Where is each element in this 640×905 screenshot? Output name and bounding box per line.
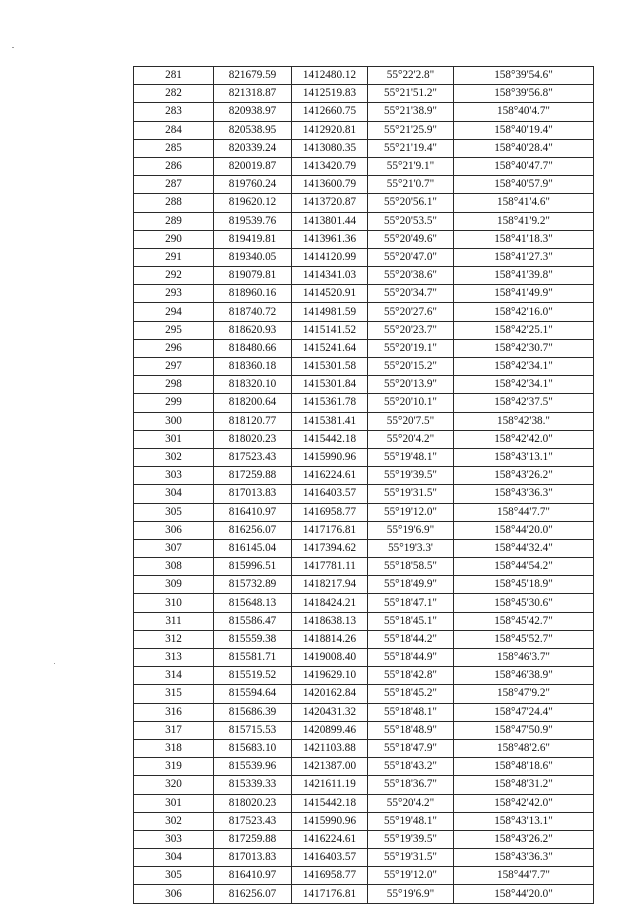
latitude-cell: 55°18'58.5" bbox=[368, 558, 454, 576]
longitude-cell: 158°47'9.2" bbox=[454, 685, 594, 703]
longitude-cell: 158°43'13.1" bbox=[454, 812, 594, 830]
x-coordinate-cell: 818200.64 bbox=[214, 394, 292, 412]
table-row bbox=[134, 103, 594, 121]
y-coordinate-cell: 1412519.83 bbox=[292, 85, 368, 103]
y-coordinate-cell: 1415301.58 bbox=[292, 358, 368, 376]
latitude-cell: 55°19'3.3' bbox=[368, 539, 454, 557]
table-row bbox=[134, 521, 594, 539]
point-number-cell: 304 bbox=[134, 485, 214, 503]
y-coordinate-cell: 1417394.62 bbox=[292, 539, 368, 557]
latitude-cell: 55°19'48.1" bbox=[368, 448, 454, 466]
point-number-cell: 305 bbox=[134, 503, 214, 521]
x-coordinate-cell: 817013.83 bbox=[214, 485, 292, 503]
x-coordinate-cell: 818020.23 bbox=[214, 430, 292, 448]
latitude-cell: 55°20'10.1" bbox=[368, 394, 454, 412]
table-row bbox=[134, 467, 594, 485]
point-number-cell: 307 bbox=[134, 539, 214, 557]
y-coordinate-cell: 1421103.88 bbox=[292, 739, 368, 757]
point-number-cell: 290 bbox=[134, 230, 214, 248]
point-number-cell: 313 bbox=[134, 649, 214, 667]
table-row bbox=[134, 267, 594, 285]
point-number-cell: 318 bbox=[134, 739, 214, 757]
point-number-cell: 304 bbox=[134, 849, 214, 867]
x-coordinate-cell: 819340.05 bbox=[214, 248, 292, 266]
latitude-cell: 55°20'4.2" bbox=[368, 794, 454, 812]
table-row bbox=[134, 67, 594, 85]
y-coordinate-cell: 1416224.61 bbox=[292, 467, 368, 485]
table-row bbox=[134, 248, 594, 266]
point-number-cell: 285 bbox=[134, 139, 214, 157]
table-row bbox=[134, 794, 594, 812]
point-number-cell: 306 bbox=[134, 885, 214, 903]
y-coordinate-cell: 1415141.52 bbox=[292, 321, 368, 339]
table-row bbox=[134, 230, 594, 248]
x-coordinate-cell: 816145.04 bbox=[214, 539, 292, 557]
point-number-cell: 295 bbox=[134, 321, 214, 339]
longitude-cell: 158°40'4.7" bbox=[454, 103, 594, 121]
table-row bbox=[134, 339, 594, 357]
table-row bbox=[134, 157, 594, 175]
y-coordinate-cell: 1416958.77 bbox=[292, 867, 368, 885]
y-coordinate-cell: 1419629.10 bbox=[292, 667, 368, 685]
latitude-cell: 55°19'12.0" bbox=[368, 867, 454, 885]
table-row bbox=[134, 358, 594, 376]
y-coordinate-cell: 1415381.41 bbox=[292, 412, 368, 430]
x-coordinate-cell: 815996.51 bbox=[214, 558, 292, 576]
longitude-cell: 158°44'20.0" bbox=[454, 885, 594, 903]
y-coordinate-cell: 1413801.44 bbox=[292, 212, 368, 230]
table-row bbox=[134, 576, 594, 594]
x-coordinate-cell: 818320.10 bbox=[214, 376, 292, 394]
x-coordinate-cell: 817013.83 bbox=[214, 849, 292, 867]
latitude-cell: 55°18'45.1" bbox=[368, 612, 454, 630]
x-coordinate-cell: 819760.24 bbox=[214, 176, 292, 194]
longitude-cell: 158°46'3.7" bbox=[454, 649, 594, 667]
longitude-cell: 158°43'26.2" bbox=[454, 830, 594, 848]
latitude-cell: 55°18'36.7" bbox=[368, 776, 454, 794]
table-row bbox=[134, 758, 594, 776]
table-row bbox=[134, 303, 594, 321]
x-coordinate-cell: 821679.59 bbox=[214, 67, 292, 85]
y-coordinate-cell: 1414341.03 bbox=[292, 267, 368, 285]
table-row bbox=[134, 812, 594, 830]
point-number-cell: 303 bbox=[134, 467, 214, 485]
table-row bbox=[134, 849, 594, 867]
table-row bbox=[134, 685, 594, 703]
y-coordinate-cell: 1416224.61 bbox=[292, 830, 368, 848]
longitude-cell: 158°42'34.1" bbox=[454, 376, 594, 394]
y-coordinate-cell: 1418217.94 bbox=[292, 576, 368, 594]
y-coordinate-cell: 1420162.84 bbox=[292, 685, 368, 703]
y-coordinate-cell: 1421387.00 bbox=[292, 758, 368, 776]
y-coordinate-cell: 1415990.96 bbox=[292, 448, 368, 466]
latitude-cell: 55°22'2.8" bbox=[368, 67, 454, 85]
point-number-cell: 311 bbox=[134, 612, 214, 630]
y-coordinate-cell: 1413720.87 bbox=[292, 194, 368, 212]
point-number-cell: 284 bbox=[134, 121, 214, 139]
table-row bbox=[134, 885, 594, 903]
latitude-cell: 55°18'42.8" bbox=[368, 667, 454, 685]
longitude-cell: 158°45'52.7" bbox=[454, 630, 594, 648]
x-coordinate-cell: 819620.12 bbox=[214, 194, 292, 212]
longitude-cell: 158°46'38.9" bbox=[454, 667, 594, 685]
table-row bbox=[134, 594, 594, 612]
latitude-cell: 55°18'47.1" bbox=[368, 594, 454, 612]
y-coordinate-cell: 1416403.57 bbox=[292, 849, 368, 867]
longitude-cell: 158°43'26.2" bbox=[454, 467, 594, 485]
latitude-cell: 55°21'9.1" bbox=[368, 157, 454, 175]
longitude-cell: 158°42'37.5" bbox=[454, 394, 594, 412]
y-coordinate-cell: 1415990.96 bbox=[292, 812, 368, 830]
coordinates-table-body bbox=[134, 67, 594, 904]
point-number-cell: 309 bbox=[134, 576, 214, 594]
x-coordinate-cell: 817259.88 bbox=[214, 467, 292, 485]
latitude-cell: 55°20'38.6" bbox=[368, 267, 454, 285]
table-row bbox=[134, 612, 594, 630]
latitude-cell: 55°20'34.7" bbox=[368, 285, 454, 303]
point-number-cell: 315 bbox=[134, 685, 214, 703]
x-coordinate-cell: 815519.52 bbox=[214, 667, 292, 685]
point-number-cell: 301 bbox=[134, 430, 214, 448]
table-row bbox=[134, 448, 594, 466]
y-coordinate-cell: 1413600.79 bbox=[292, 176, 368, 194]
longitude-cell: 158°47'50.9" bbox=[454, 721, 594, 739]
longitude-cell: 158°42'42.0" bbox=[454, 794, 594, 812]
x-coordinate-cell: 820019.87 bbox=[214, 157, 292, 175]
table-row bbox=[134, 285, 594, 303]
scan-speck bbox=[54, 663, 55, 664]
longitude-cell: 158°44'32.4" bbox=[454, 539, 594, 557]
table-row bbox=[134, 194, 594, 212]
latitude-cell: 55°20'47.0" bbox=[368, 248, 454, 266]
scan-speck bbox=[12, 47, 14, 48]
y-coordinate-cell: 1421611.19 bbox=[292, 776, 368, 794]
x-coordinate-cell: 819419.81 bbox=[214, 230, 292, 248]
latitude-cell: 55°18'45.2" bbox=[368, 685, 454, 703]
longitude-cell: 158°39'56.8" bbox=[454, 85, 594, 103]
table-row bbox=[134, 430, 594, 448]
longitude-cell: 158°39'54.6" bbox=[454, 67, 594, 85]
point-number-cell: 316 bbox=[134, 703, 214, 721]
x-coordinate-cell: 815732.89 bbox=[214, 576, 292, 594]
point-number-cell: 306 bbox=[134, 521, 214, 539]
y-coordinate-cell: 1420431.32 bbox=[292, 703, 368, 721]
y-coordinate-cell: 1419008.40 bbox=[292, 649, 368, 667]
point-number-cell: 312 bbox=[134, 630, 214, 648]
longitude-cell: 158°47'24.4" bbox=[454, 703, 594, 721]
y-coordinate-cell: 1412660.75 bbox=[292, 103, 368, 121]
x-coordinate-cell: 815686.39 bbox=[214, 703, 292, 721]
longitude-cell: 158°40'47.7" bbox=[454, 157, 594, 175]
longitude-cell: 158°42'34.1" bbox=[454, 358, 594, 376]
y-coordinate-cell: 1416403.57 bbox=[292, 485, 368, 503]
table-row bbox=[134, 667, 594, 685]
longitude-cell: 158°44'54.2" bbox=[454, 558, 594, 576]
table-row bbox=[134, 412, 594, 430]
longitude-cell: 158°41'9.2" bbox=[454, 212, 594, 230]
x-coordinate-cell: 815683.10 bbox=[214, 739, 292, 757]
latitude-cell: 55°21'51.2" bbox=[368, 85, 454, 103]
y-coordinate-cell: 1413961.36 bbox=[292, 230, 368, 248]
y-coordinate-cell: 1420899.46 bbox=[292, 721, 368, 739]
longitude-cell: 158°48'2.6" bbox=[454, 739, 594, 757]
y-coordinate-cell: 1413420.79 bbox=[292, 157, 368, 175]
y-coordinate-cell: 1415361.78 bbox=[292, 394, 368, 412]
longitude-cell: 158°44'7.7" bbox=[454, 503, 594, 521]
y-coordinate-cell: 1415301.84 bbox=[292, 376, 368, 394]
point-number-cell: 296 bbox=[134, 339, 214, 357]
x-coordinate-cell: 816256.07 bbox=[214, 885, 292, 903]
point-number-cell: 289 bbox=[134, 212, 214, 230]
table-row bbox=[134, 139, 594, 157]
point-number-cell: 297 bbox=[134, 358, 214, 376]
y-coordinate-cell: 1415442.18 bbox=[292, 794, 368, 812]
point-number-cell: 298 bbox=[134, 376, 214, 394]
table-row bbox=[134, 503, 594, 521]
longitude-cell: 158°45'18.9" bbox=[454, 576, 594, 594]
point-number-cell: 303 bbox=[134, 830, 214, 848]
point-number-cell: 283 bbox=[134, 103, 214, 121]
table-row bbox=[134, 176, 594, 194]
x-coordinate-cell: 818480.66 bbox=[214, 339, 292, 357]
longitude-cell: 158°42'38." bbox=[454, 412, 594, 430]
longitude-cell: 158°44'7.7" bbox=[454, 867, 594, 885]
table-row bbox=[134, 830, 594, 848]
longitude-cell: 158°41'27.3" bbox=[454, 248, 594, 266]
latitude-cell: 55°19'39.5" bbox=[368, 467, 454, 485]
longitude-cell: 158°41'18.3" bbox=[454, 230, 594, 248]
y-coordinate-cell: 1414120.99 bbox=[292, 248, 368, 266]
x-coordinate-cell: 817523.43 bbox=[214, 812, 292, 830]
longitude-cell: 158°43'13.1" bbox=[454, 448, 594, 466]
latitude-cell: 55°20'7.5" bbox=[368, 412, 454, 430]
latitude-cell: 55°20'56.1" bbox=[368, 194, 454, 212]
point-number-cell: 314 bbox=[134, 667, 214, 685]
longitude-cell: 158°41'4.6" bbox=[454, 194, 594, 212]
latitude-cell: 55°19'6.9" bbox=[368, 885, 454, 903]
x-coordinate-cell: 818620.93 bbox=[214, 321, 292, 339]
longitude-cell: 158°40'19.4" bbox=[454, 121, 594, 139]
point-number-cell: 299 bbox=[134, 394, 214, 412]
x-coordinate-cell: 819539.76 bbox=[214, 212, 292, 230]
latitude-cell: 55°20'27.6" bbox=[368, 303, 454, 321]
point-number-cell: 282 bbox=[134, 85, 214, 103]
longitude-cell: 158°40'28.4" bbox=[454, 139, 594, 157]
latitude-cell: 55°19'39.5" bbox=[368, 830, 454, 848]
latitude-cell: 55°18'49.9" bbox=[368, 576, 454, 594]
latitude-cell: 55°19'6.9" bbox=[368, 521, 454, 539]
point-number-cell: 302 bbox=[134, 812, 214, 830]
latitude-cell: 55°21'19.4" bbox=[368, 139, 454, 157]
latitude-cell: 55°20'4.2" bbox=[368, 430, 454, 448]
point-number-cell: 291 bbox=[134, 248, 214, 266]
point-number-cell: 300 bbox=[134, 412, 214, 430]
x-coordinate-cell: 820538.95 bbox=[214, 121, 292, 139]
x-coordinate-cell: 821318.87 bbox=[214, 85, 292, 103]
y-coordinate-cell: 1418814.26 bbox=[292, 630, 368, 648]
longitude-cell: 158°42'30.7" bbox=[454, 339, 594, 357]
y-coordinate-cell: 1416958.77 bbox=[292, 503, 368, 521]
point-number-cell: 319 bbox=[134, 758, 214, 776]
y-coordinate-cell: 1412920.81 bbox=[292, 121, 368, 139]
table-row bbox=[134, 776, 594, 794]
x-coordinate-cell: 816256.07 bbox=[214, 521, 292, 539]
y-coordinate-cell: 1417176.81 bbox=[292, 521, 368, 539]
x-coordinate-cell: 815715.53 bbox=[214, 721, 292, 739]
longitude-cell: 158°40'57.9" bbox=[454, 176, 594, 194]
coordinates-table bbox=[133, 66, 594, 904]
y-coordinate-cell: 1417176.81 bbox=[292, 885, 368, 903]
longitude-cell: 158°48'18.6" bbox=[454, 758, 594, 776]
longitude-cell: 158°43'36.3" bbox=[454, 849, 594, 867]
point-number-cell: 293 bbox=[134, 285, 214, 303]
x-coordinate-cell: 815559.38 bbox=[214, 630, 292, 648]
latitude-cell: 55°20'13.9" bbox=[368, 376, 454, 394]
latitude-cell: 55°19'12.0" bbox=[368, 503, 454, 521]
y-coordinate-cell: 1418424.21 bbox=[292, 594, 368, 612]
table-row bbox=[134, 376, 594, 394]
latitude-cell: 55°18'44.2" bbox=[368, 630, 454, 648]
x-coordinate-cell: 815586.47 bbox=[214, 612, 292, 630]
latitude-cell: 55°21'0.7" bbox=[368, 176, 454, 194]
y-coordinate-cell: 1414520.91 bbox=[292, 285, 368, 303]
latitude-cell: 55°18'47.9" bbox=[368, 739, 454, 757]
x-coordinate-cell: 815581.71 bbox=[214, 649, 292, 667]
latitude-cell: 55°21'38.9" bbox=[368, 103, 454, 121]
latitude-cell: 55°20'23.7" bbox=[368, 321, 454, 339]
latitude-cell: 55°18'44.9" bbox=[368, 649, 454, 667]
table-row bbox=[134, 539, 594, 557]
x-coordinate-cell: 817259.88 bbox=[214, 830, 292, 848]
longitude-cell: 158°41'39.8" bbox=[454, 267, 594, 285]
table-row bbox=[134, 721, 594, 739]
longitude-cell: 158°42'42.0" bbox=[454, 430, 594, 448]
latitude-cell: 55°20'49.6" bbox=[368, 230, 454, 248]
latitude-cell: 55°18'48.9" bbox=[368, 721, 454, 739]
point-number-cell: 317 bbox=[134, 721, 214, 739]
y-coordinate-cell: 1415241.64 bbox=[292, 339, 368, 357]
y-coordinate-cell: 1418638.13 bbox=[292, 612, 368, 630]
x-coordinate-cell: 815648.13 bbox=[214, 594, 292, 612]
table-row bbox=[134, 703, 594, 721]
table-row bbox=[134, 212, 594, 230]
point-number-cell: 292 bbox=[134, 267, 214, 285]
point-number-cell: 310 bbox=[134, 594, 214, 612]
longitude-cell: 158°42'16.0" bbox=[454, 303, 594, 321]
latitude-cell: 55°20'19.1" bbox=[368, 339, 454, 357]
longitude-cell: 158°48'31.2" bbox=[454, 776, 594, 794]
point-number-cell: 320 bbox=[134, 776, 214, 794]
point-number-cell: 301 bbox=[134, 794, 214, 812]
point-number-cell: 305 bbox=[134, 867, 214, 885]
y-coordinate-cell: 1415442.18 bbox=[292, 430, 368, 448]
y-coordinate-cell: 1413080.35 bbox=[292, 139, 368, 157]
x-coordinate-cell: 816410.97 bbox=[214, 867, 292, 885]
point-number-cell: 281 bbox=[134, 67, 214, 85]
point-number-cell: 308 bbox=[134, 558, 214, 576]
y-coordinate-cell: 1417781.11 bbox=[292, 558, 368, 576]
longitude-cell: 158°42'25.1" bbox=[454, 321, 594, 339]
point-number-cell: 302 bbox=[134, 448, 214, 466]
longitude-cell: 158°45'30.6" bbox=[454, 594, 594, 612]
latitude-cell: 55°18'43.2" bbox=[368, 758, 454, 776]
latitude-cell: 55°20'15.2" bbox=[368, 358, 454, 376]
point-number-cell: 286 bbox=[134, 157, 214, 175]
x-coordinate-cell: 817523.43 bbox=[214, 448, 292, 466]
longitude-cell: 158°41'49.9" bbox=[454, 285, 594, 303]
y-coordinate-cell: 1412480.12 bbox=[292, 67, 368, 85]
table-row bbox=[134, 739, 594, 757]
point-number-cell: 287 bbox=[134, 176, 214, 194]
table-row bbox=[134, 867, 594, 885]
x-coordinate-cell: 815339.33 bbox=[214, 776, 292, 794]
x-coordinate-cell: 818120.77 bbox=[214, 412, 292, 430]
x-coordinate-cell: 820938.97 bbox=[214, 103, 292, 121]
x-coordinate-cell: 816410.97 bbox=[214, 503, 292, 521]
latitude-cell: 55°19'31.5" bbox=[368, 485, 454, 503]
table-row bbox=[134, 321, 594, 339]
x-coordinate-cell: 815594.64 bbox=[214, 685, 292, 703]
latitude-cell: 55°19'31.5" bbox=[368, 849, 454, 867]
x-coordinate-cell: 820339.24 bbox=[214, 139, 292, 157]
point-number-cell: 288 bbox=[134, 194, 214, 212]
table-row bbox=[134, 85, 594, 103]
longitude-cell: 158°45'42.7" bbox=[454, 612, 594, 630]
table-row bbox=[134, 394, 594, 412]
table-row bbox=[134, 485, 594, 503]
latitude-cell: 55°19'48.1" bbox=[368, 812, 454, 830]
longitude-cell: 158°43'36.3" bbox=[454, 485, 594, 503]
table-row bbox=[134, 630, 594, 648]
y-coordinate-cell: 1414981.59 bbox=[292, 303, 368, 321]
x-coordinate-cell: 818020.23 bbox=[214, 794, 292, 812]
x-coordinate-cell: 815539.96 bbox=[214, 758, 292, 776]
x-coordinate-cell: 818960.16 bbox=[214, 285, 292, 303]
table-row bbox=[134, 558, 594, 576]
x-coordinate-cell: 818740.72 bbox=[214, 303, 292, 321]
latitude-cell: 55°18'48.1" bbox=[368, 703, 454, 721]
latitude-cell: 55°21'25.9" bbox=[368, 121, 454, 139]
x-coordinate-cell: 819079.81 bbox=[214, 267, 292, 285]
x-coordinate-cell: 818360.18 bbox=[214, 358, 292, 376]
latitude-cell: 55°20'53.5" bbox=[368, 212, 454, 230]
table-row bbox=[134, 649, 594, 667]
longitude-cell: 158°44'20.0" bbox=[454, 521, 594, 539]
point-number-cell: 294 bbox=[134, 303, 214, 321]
table-row bbox=[134, 121, 594, 139]
